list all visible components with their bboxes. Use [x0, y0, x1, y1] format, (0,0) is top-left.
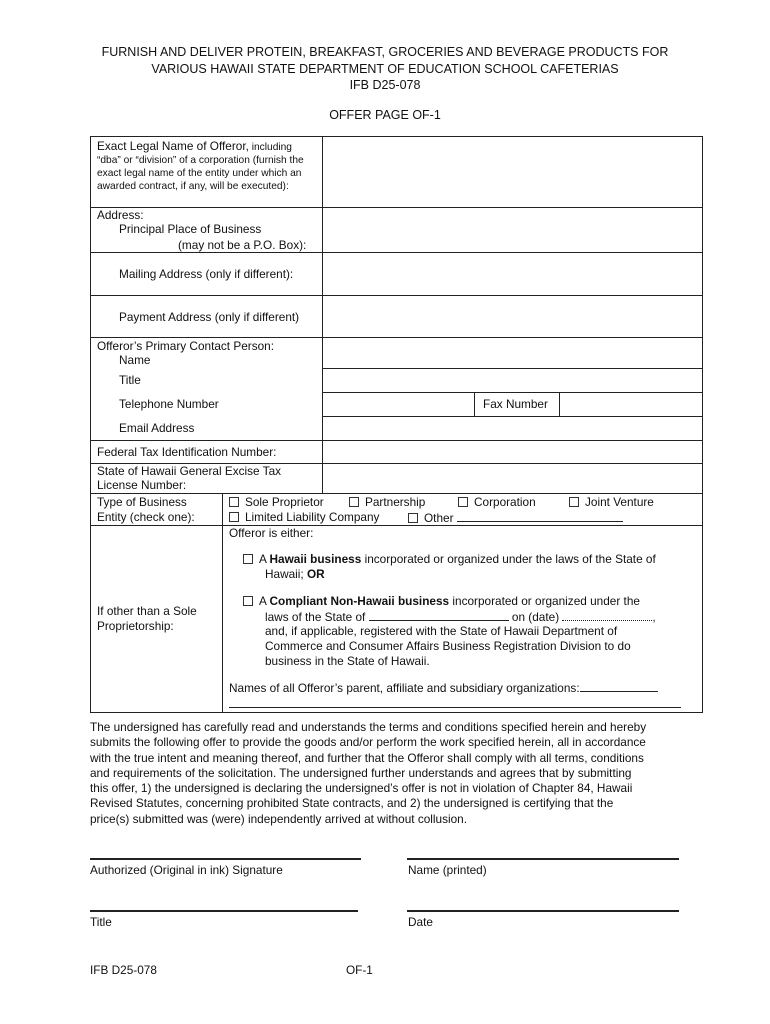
business-type-label-1: Type of Business [97, 495, 187, 509]
date-blank[interactable] [562, 609, 652, 621]
principal-place-label: Principal Place of Business [119, 222, 262, 236]
get-license-label-2: License Number: [97, 478, 187, 492]
ifb-number: IFB D25-078 [349, 78, 421, 92]
contact-name-field[interactable] [324, 339, 700, 367]
signature-line[interactable] [90, 858, 361, 860]
option-partnership[interactable]: Partnership [349, 495, 425, 509]
business-type-label-2: Entity (check one): [97, 510, 195, 524]
if-other-label-1: If other than a Sole [97, 604, 197, 618]
checkbox-icon[interactable] [243, 554, 253, 564]
po-box-note: (may not be a P.O. Box): [178, 238, 307, 252]
legal-name-label: Exact Legal Name of Offeror, including [97, 139, 292, 153]
printed-name-line[interactable] [407, 858, 679, 860]
offeror-either-label: Offeror is either: [229, 526, 314, 540]
footer-page-number: OF-1 [346, 963, 373, 977]
hawaii-business-option[interactable]: A Hawaii business incorporated or organized under the laws of the State of [243, 552, 698, 566]
tax-id-label: Federal Tax Identification Number: [97, 445, 277, 459]
checkbox-icon[interactable] [229, 497, 239, 507]
title-line[interactable] [90, 910, 358, 912]
non-hawaii-state-line: laws of the State of on (date) , [265, 610, 656, 624]
legal-name-instructions: “dba” or “division” of a corporation (furnish the exact legal name of the entity under which an awarded contract, if any, will be executed): [97, 155, 304, 192]
non-hawaii-line-3: and, if applicable, registered with the State of Hawaii Department of [265, 624, 618, 638]
other-blank[interactable] [457, 510, 623, 522]
email-field[interactable] [324, 418, 700, 439]
contact-name-label: Name [119, 353, 151, 367]
checkbox-icon[interactable] [243, 596, 253, 606]
mailing-address-field[interactable] [324, 254, 700, 294]
contact-person-label: Offeror’s Primary Contact Person: [97, 339, 275, 353]
affiliates-line[interactable] [229, 707, 681, 708]
doc-title-line-1: FURNISH AND DELIVER PROTEIN, BREAKFAST, GROCERIES AND BEVERAGE PRODUCTS FOR [101, 45, 669, 59]
telephone-label: Telephone Number [119, 397, 219, 411]
address-label: Address: [97, 208, 144, 222]
affiliates-label: Names of all Offeror’s parent, affiliate and subsidiary organizations: [229, 680, 689, 695]
hawaii-business-line-2: Hawaii; OR [265, 567, 325, 581]
date-label: Date [408, 915, 433, 929]
doc-title-line-2: VARIOUS HAWAII STATE DEPARTMENT OF EDUCATION SCHOOL CAFETERIAS [151, 62, 619, 76]
checkbox-icon[interactable] [458, 497, 468, 507]
footer-ifb-number: IFB D25-078 [90, 963, 157, 977]
telephone-field[interactable] [324, 394, 472, 415]
printed-name-label: Name (printed) [408, 863, 487, 877]
email-label: Email Address [119, 421, 195, 435]
get-license-label-1: State of Hawaii General Excise Tax [97, 464, 282, 478]
get-license-field[interactable] [324, 465, 700, 492]
option-joint-venture[interactable]: Joint Venture [569, 495, 654, 509]
fax-field[interactable] [561, 394, 700, 415]
fax-label: Fax Number [483, 397, 548, 411]
state-blank[interactable] [369, 609, 509, 621]
date-line[interactable] [407, 910, 679, 912]
contact-title-field[interactable] [324, 370, 700, 391]
option-sole-proprietor[interactable]: Sole Proprietor [229, 495, 324, 509]
payment-address-label: Payment Address (only if different) [119, 310, 300, 324]
non-hawaii-line-4: Commerce and Consumer Affairs Business Registration Division to do [265, 639, 631, 653]
non-hawaii-business-option[interactable]: A Compliant Non-Hawaii business incorporated or organized under the [243, 594, 698, 608]
option-corporation[interactable]: Corporation [458, 495, 536, 509]
checkbox-icon[interactable] [229, 512, 239, 522]
checkbox-icon[interactable] [569, 497, 579, 507]
option-llc[interactable]: Limited Liability Company [229, 510, 379, 524]
payment-address-field[interactable] [324, 297, 700, 336]
checkbox-icon[interactable] [349, 497, 359, 507]
tax-id-field[interactable] [324, 442, 700, 462]
certification-statement: The undersigned has carefully read and understands the terms and conditions specified herein and hereby submits the following offer to provide the goods and/or perform the work specified herein, all in accordance with the true intent and meaning thereof, and further that the Offeror shall comply with all terms, conditions and requirements of the solicitation. The undersigned further understands and agrees that by submitting this offer, 1) the undersigned is declaring the undersigned’s offer is not in violation of Chapter 84, Hawaii Revised Statutes, concerning prohibited State contracts, and 2) the undersigned is certifying that the price(s) submitted was (were) independently arrived at without collusion. [90, 720, 647, 826]
title-label: Title [90, 915, 112, 929]
signature-label: Authorized (Original in ink) Signature [90, 863, 283, 877]
affiliates-blank[interactable] [580, 680, 658, 692]
non-hawaii-line-5: business in the State of Hawaii. [265, 654, 430, 668]
legal-name-field[interactable] [324, 138, 700, 206]
principal-address-field[interactable] [324, 209, 700, 251]
mailing-address-label: Mailing Address (only if different): [119, 267, 294, 281]
option-other[interactable]: Other [408, 510, 623, 525]
checkbox-icon[interactable] [408, 513, 418, 523]
contact-title-label: Title [119, 373, 141, 387]
offer-page-title: OFFER PAGE OF-1 [329, 108, 441, 122]
if-other-label-2: Proprietorship: [97, 619, 174, 633]
